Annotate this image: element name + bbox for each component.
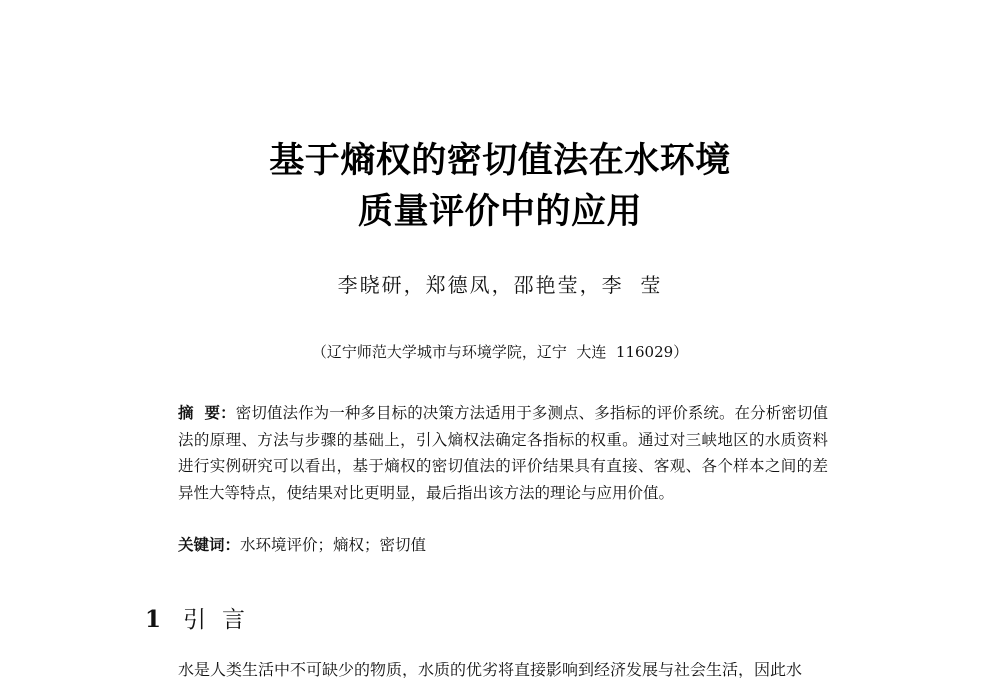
affiliation: （辽宁师范大学城市与环境学院，辽宁 大连 116029）: [311, 343, 689, 361]
body-paragraph: 水是人类生活中不可缺少的物质，水质的优劣将直接影响到经济发展与社会生活，因此水: [178, 662, 803, 678]
author-list: 李晓研，郑德凤，邵艳莹，李 莹: [337, 273, 663, 297]
abstract-label: 摘 要：: [178, 404, 236, 422]
section-number: 1: [145, 606, 162, 633]
abstract-block: [178, 400, 828, 506]
abstract-text: 密切值法作为一种多目标的决策方法适用于多测点、多指标的评价系统。在分析密切值法的原理、方法与步骤的基础上，引入熵权法确定各指标的权重。通过对三峡地区的水质资料进行实例研究可以看出，基于熵权的密切值法的评价结果具有直接、客观、各个样本之间的差异性大等特点，使结果对比更明显，最后指出该方法的理论与应用价值。: [178, 404, 828, 502]
keywords-block: [178, 532, 828, 558]
paper-title-line-2: 质量评价中的应用: [357, 192, 642, 232]
paper-title-line-1: 基于熵权的密切值法在水环境: [269, 141, 731, 181]
section-heading: [145, 608, 261, 632]
keywords-text: 水环境评价；熵权；密切值: [240, 536, 427, 554]
section-title: 引言: [183, 607, 262, 633]
keywords-label: 关键词：: [178, 536, 241, 554]
